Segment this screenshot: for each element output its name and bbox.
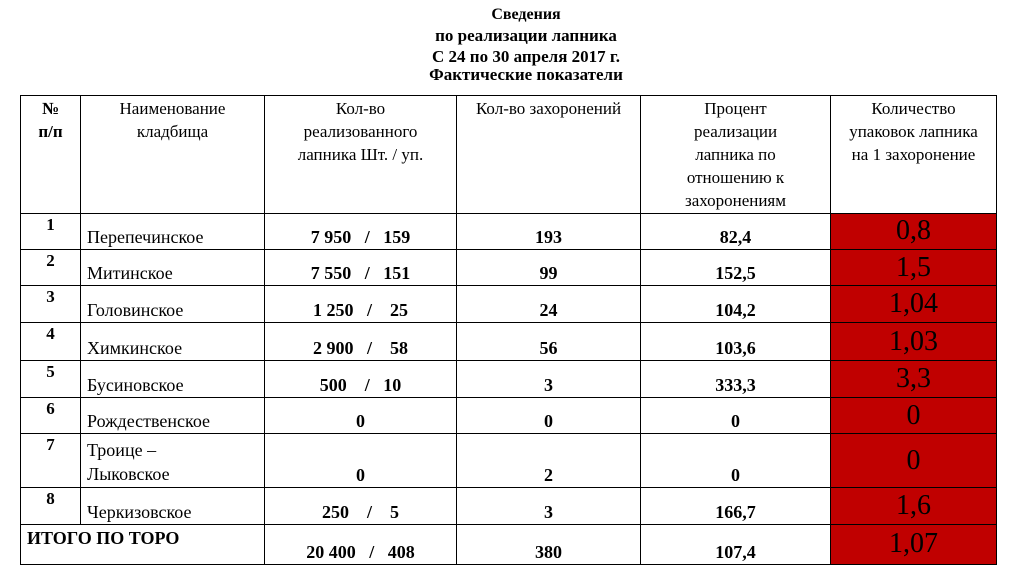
per-burial-value: 1,04: [831, 286, 997, 323]
cemetery-name: Перепечинское: [81, 213, 265, 249]
row-num: 5: [21, 360, 81, 397]
row-num: 7: [21, 434, 81, 488]
header-num: № п/п: [21, 96, 81, 214]
title-line-4: Фактические показатели: [429, 65, 623, 84]
burials-value: 2: [457, 434, 641, 488]
percent-value: 152,5: [641, 249, 831, 285]
title-line-2: по реализации лапника: [435, 26, 617, 45]
total-burials: 380: [457, 524, 641, 564]
per-burial-value: 0,8: [831, 213, 997, 249]
total-label: ИТОГО ПО ТОРО: [21, 524, 265, 564]
header-sold: Кол-во реализованного лапника Шт. / уп.: [265, 96, 457, 214]
per-burial-value: 0: [831, 434, 997, 488]
percent-value: 0: [641, 434, 831, 488]
percent-value: 166,7: [641, 488, 831, 524]
row-num: 4: [21, 323, 81, 360]
percent-value: 103,6: [641, 323, 831, 360]
sold-value: 0: [265, 434, 457, 488]
header-burials: Кол-во захоронений: [457, 96, 641, 214]
header-per-burial: Количество упаковок лапника на 1 захоронение: [831, 96, 997, 214]
title-line-3: С 24 по 30 апреля 2017 г.: [432, 47, 620, 66]
header-name: Наименование кладбища: [81, 96, 265, 214]
total-row: [21, 524, 997, 564]
total-sold: 20 400 / 408: [265, 524, 457, 564]
table-row: [21, 213, 997, 249]
burials-value: 56: [457, 323, 641, 360]
header-percent: Процент реализации лапника по отношению к захоронениям: [641, 96, 831, 214]
per-burial-value: 1,6: [831, 488, 997, 524]
table-row: [21, 434, 997, 488]
table-row: [21, 360, 997, 397]
table-row: [21, 397, 997, 433]
percent-value: 333,3: [641, 360, 831, 397]
percent-value: 0: [641, 397, 831, 433]
title-line-1: Сведения: [491, 6, 561, 23]
cemetery-name: Бусиновское: [81, 360, 265, 397]
table-row: [21, 249, 997, 285]
sold-value: 500 / 10: [265, 360, 457, 397]
sold-value: 7 550 / 151: [265, 249, 457, 285]
sales-table: [20, 95, 997, 565]
burials-value: 99: [457, 249, 641, 285]
row-num: 6: [21, 397, 81, 433]
report-title: [0, 4, 1024, 83]
burials-value: 24: [457, 286, 641, 323]
per-burial-value: 3,3: [831, 360, 997, 397]
sold-value: 250 / 5: [265, 488, 457, 524]
sold-value: 2 900 / 58: [265, 323, 457, 360]
total-percent: 107,4: [641, 524, 831, 564]
percent-value: 82,4: [641, 213, 831, 249]
header-row: [21, 96, 997, 214]
cemetery-name: Митинское: [81, 249, 265, 285]
row-num: 3: [21, 286, 81, 323]
total-per-burial: 1,07: [831, 524, 997, 564]
cemetery-name: Черкизовское: [81, 488, 265, 524]
row-num: 8: [21, 488, 81, 524]
sold-value: 1 250 / 25: [265, 286, 457, 323]
cemetery-name: Троице – Лыковское: [81, 434, 265, 488]
table-row: [21, 488, 997, 524]
row-num: 2: [21, 249, 81, 285]
cemetery-name: Головинское: [81, 286, 265, 323]
sold-value: 7 950 / 159: [265, 213, 457, 249]
per-burial-value: 1,03: [831, 323, 997, 360]
percent-value: 104,2: [641, 286, 831, 323]
cemetery-name: Химкинское: [81, 323, 265, 360]
per-burial-value: 0: [831, 397, 997, 433]
table-row: [21, 323, 997, 360]
per-burial-value: 1,5: [831, 249, 997, 285]
burials-value: 3: [457, 360, 641, 397]
burials-value: 193: [457, 213, 641, 249]
table-row: [21, 286, 997, 323]
sold-value: 0: [265, 397, 457, 433]
row-num: 1: [21, 213, 81, 249]
burials-value: 3: [457, 488, 641, 524]
burials-value: 0: [457, 397, 641, 433]
cemetery-name: Рождественское: [81, 397, 265, 433]
